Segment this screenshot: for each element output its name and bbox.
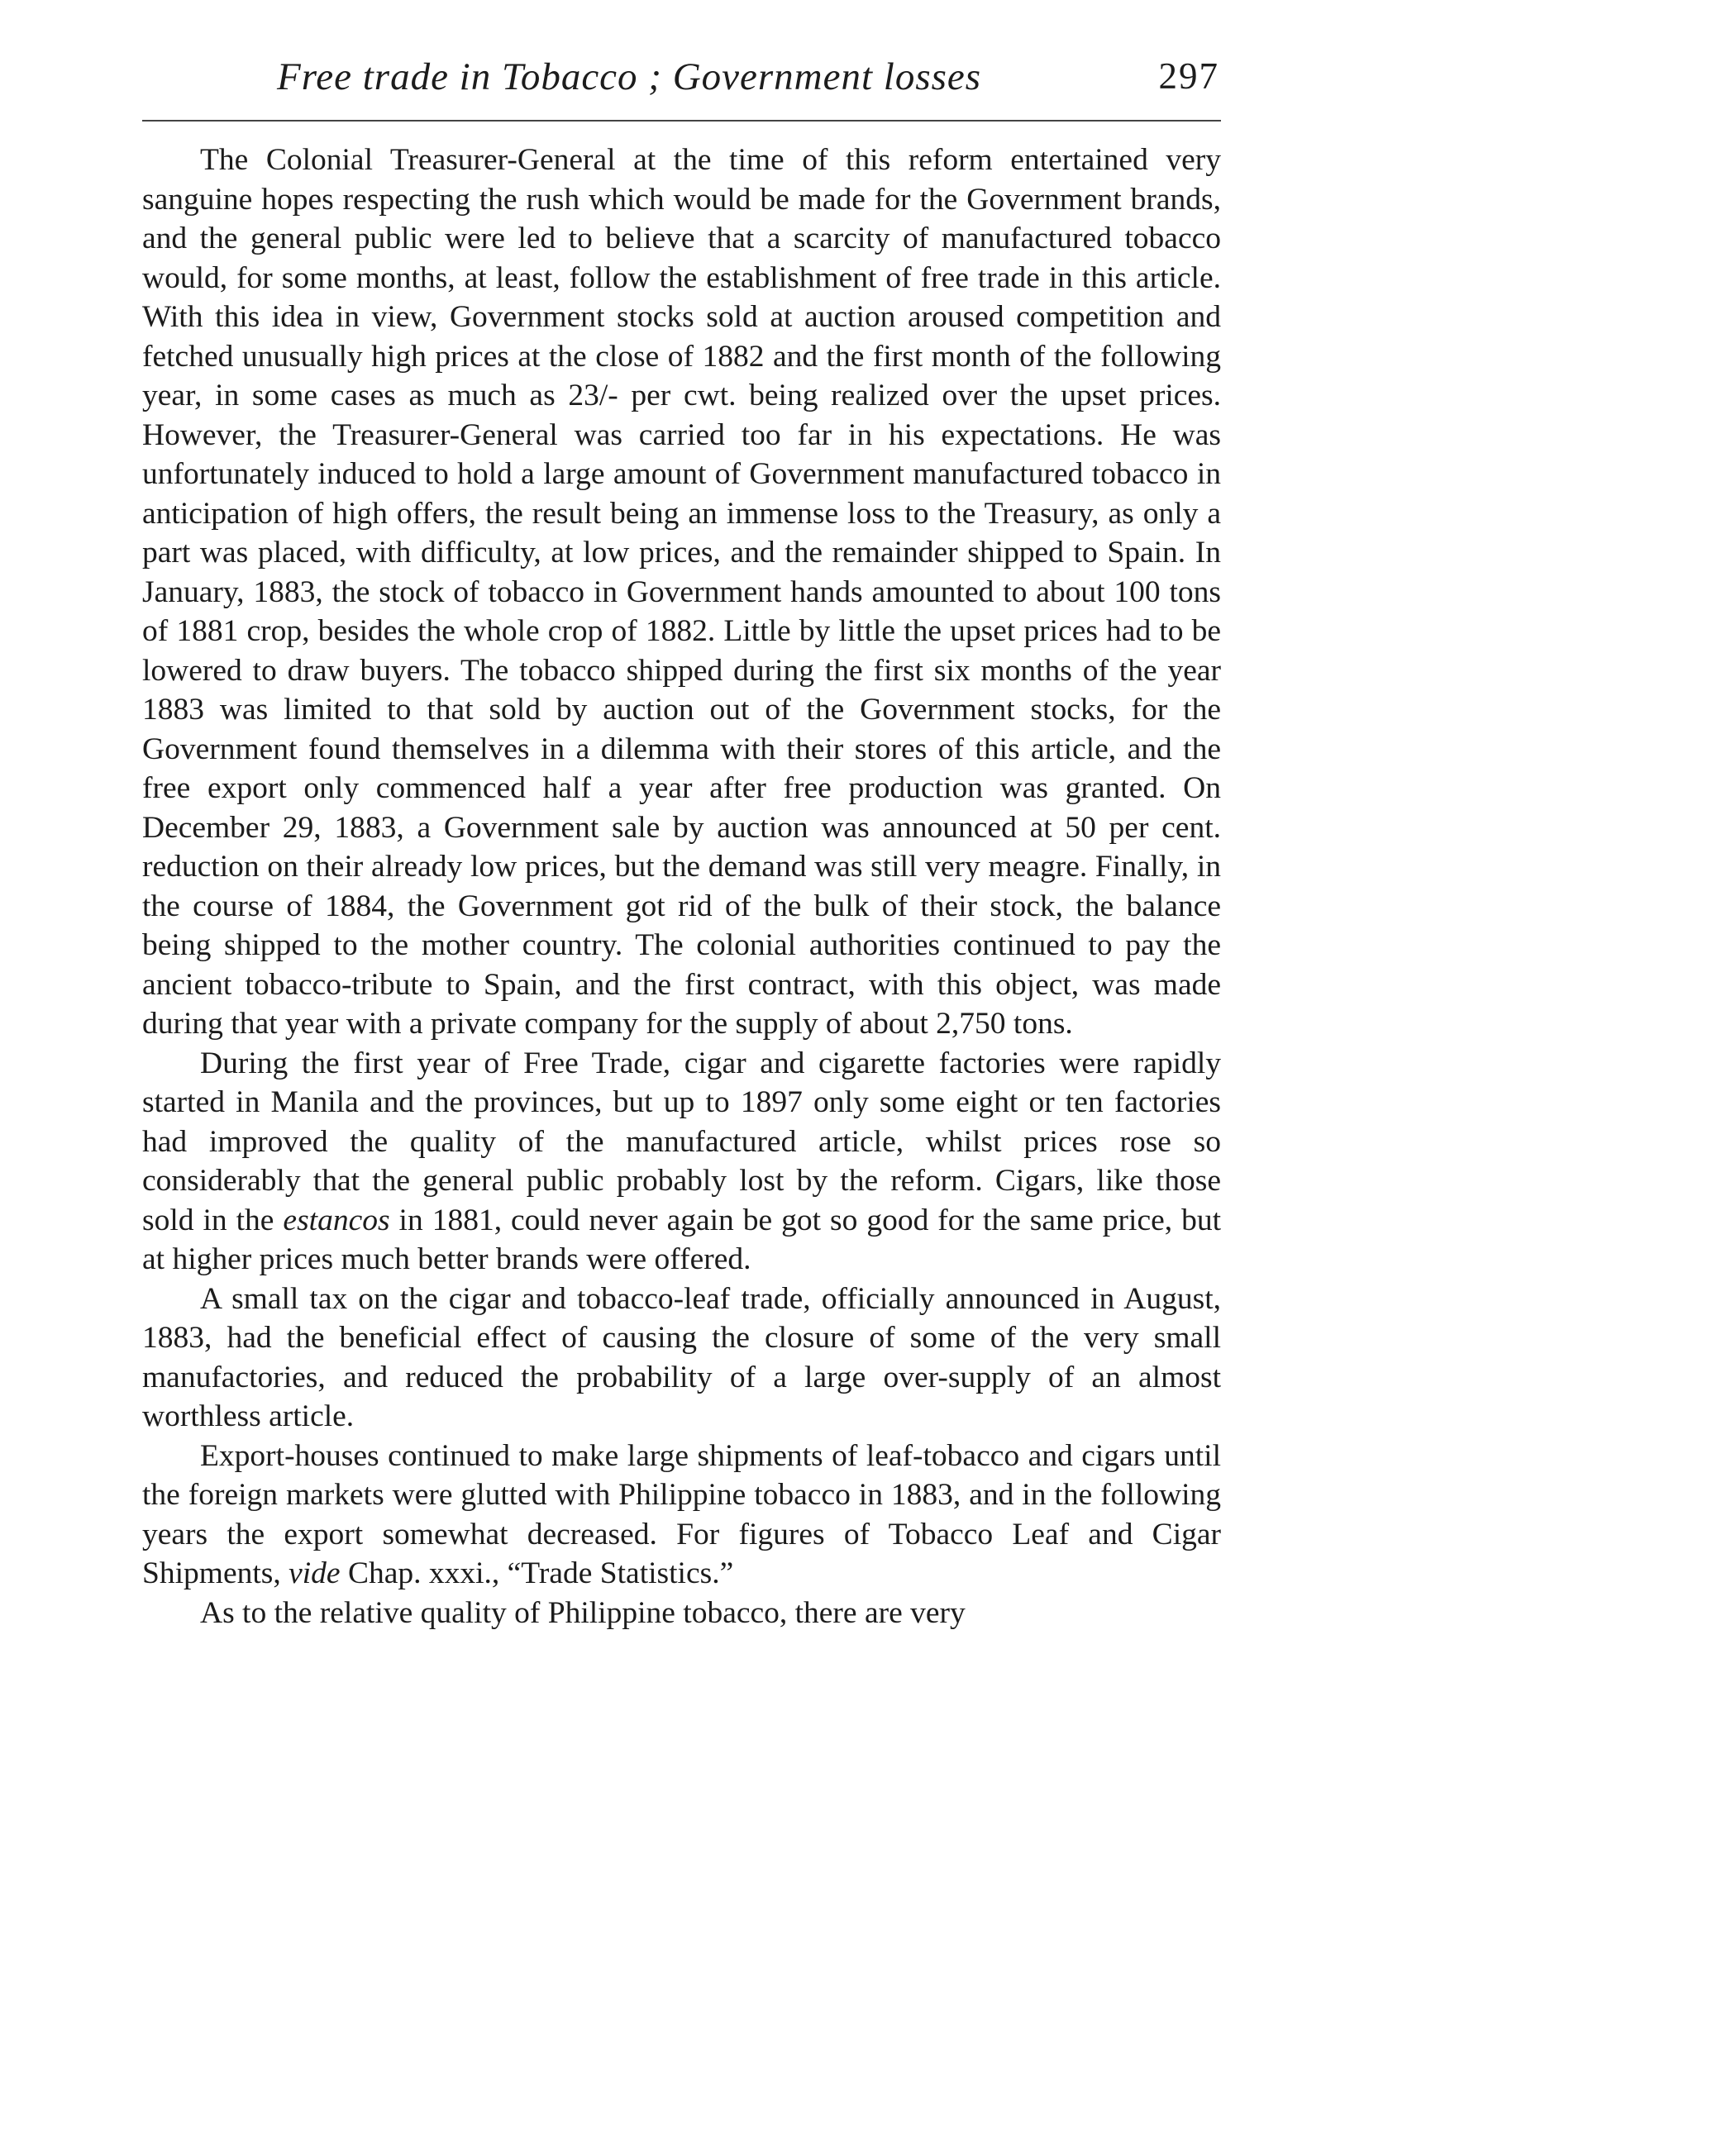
paragraph-text: in 1881, could never again be got so good for the same price, but at higher prices much better brands were offered. <box>142 1203 1222 1276</box>
paragraph-export-houses <box>142 1437 1221 1594</box>
running-head <box>145 55 1219 112</box>
running-title: Free trade in Tobacco ; Government losses <box>277 55 982 98</box>
paragraph-relative-quality: As to the relative quality of Philippine tobacco, there are very <box>200 1595 966 1630</box>
page-number: 297 <box>1158 55 1219 97</box>
header-rule <box>142 120 1221 122</box>
paragraph-small-tax: A small tax on the cigar and tobacco-leaf trade, officially announced in August, 1883, had the beneficial effect of causing the closure of some of the very small manufactories, and reduced the probability of a large over-supply of an almost worthless article. <box>142 1281 1221 1433</box>
paragraph-text: Export-houses continued to make large shipments of leaf-tobacco and cigars until the foreign markets were glutted with Philippine tobacco in 1883, and in the following years the export somewhat decreased. For figures of Tobacco Leaf and Cigar Shipments, <box>142 1438 1221 1590</box>
paragraph-text: During the first year of Free Trade, cigar and cigarette factories were rapidly started in Manila and the provinces, but up to 1897 only some eight or ten factories had improved the quality of the manufactured article, whilst prices rose so considerably that the general public probably lost by the reform. Cigars, like those sold in the <box>142 1046 1221 1237</box>
italic-term-vide: vide <box>289 1556 341 1590</box>
italic-term-estancos: estancos <box>283 1203 390 1237</box>
body-text <box>142 141 1221 1632</box>
paragraph-text: Chap. xxxi., “Trade Statistics.” <box>340 1556 734 1590</box>
paragraph-free-trade-factories <box>142 1044 1221 1280</box>
paragraph-treasurer-general: The Colonial Treasurer-General at the time of this reform entertained very sanguine hopes respecting the rush which would be made for the Government brands, and the general public were led to believe that a scarcity of manufactured tobacco would, for some months, at least, follow the establishment of free trade in this article. With this idea in view, Government stocks sold at auction aroused competition and fetched unusually high prices at the close of 1882 and the first month of the following year, in some cases as much as 23/- per cwt. being realized over the upset prices. However, the Treasurer-General was carried too far in his expectations. He was unfortunately induced to hold a large amount of Government manufactured tobacco in anticipation of high offers, the result being an immense loss to the Treasury, as only a part was placed, with difficulty, at low prices, and the remainder shipped to Spain. In January, 1883, the stock of tobacco in Government hands amounted to about 100 tons of 1881 crop, besides the whole crop of 1882. Little by little the upset prices had to be lowered to draw buyers. The tobacco shipped during the first six months of the year 1883 was limited to that sold by auction out of the Government stocks, for the Government found themselves in a dilemma with their stores of this article, and the free export only commenced half a year after free production was granted. On December 29, 1883, a Government sale by auction was announced at 50 per cent. reduction on their already low prices, but the demand was still very meagre. Finally, in the course of 1884, the Government got rid of the bulk of their stock, the balance being shipped to the mother country. The colonial authorities continued to pay the ancient tobacco-tribute to Spain, and the first contract, with this object, was made during that year with a private company for the supply of about 2,750 tons. <box>142 143 1221 1041</box>
